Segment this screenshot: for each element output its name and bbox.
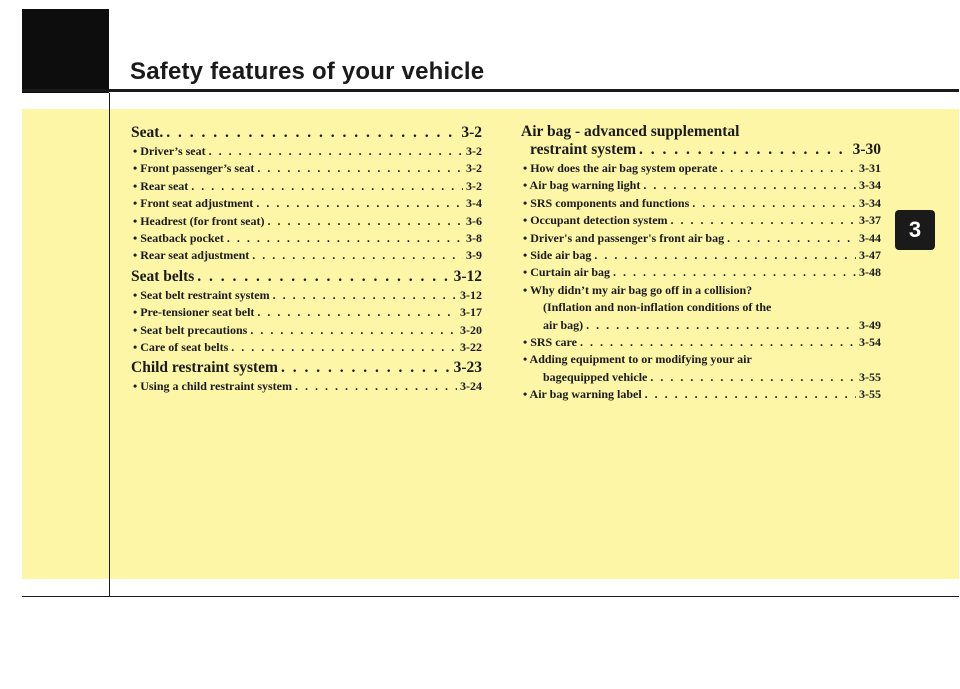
chapter-tab-block [22,9,109,93]
toc-entry-seat[interactable] [131,123,482,143]
toc-subentry[interactable] [521,264,881,281]
toc-entry-label: • Front passenger’s seat [133,161,255,176]
dot-leader [250,322,457,339]
page-title: Safety features of your vehicle [130,58,485,85]
toc-entry-page: 3-6 [466,213,482,228]
dot-leader [643,177,856,194]
toc-entry-page: 3-48 [859,265,881,280]
toc-entry-page: 3-55 [859,387,881,402]
dot-leader [281,358,451,378]
bottom-rule [22,596,959,597]
toc-right-column [521,123,881,403]
toc-subentry[interactable] [131,339,482,356]
toc-entry-page: 3-49 [859,317,881,332]
dot-leader [639,140,850,160]
title-rule [22,89,959,92]
dot-leader [650,369,856,386]
toc-entry-page: 3-17 [460,305,482,320]
toc-entry-label: • Seat belt restraint system [133,287,270,302]
toc-entry-label: Child restraint system [131,359,278,377]
dot-leader [586,317,856,334]
toc-entry-page: 3-44 [859,230,881,245]
toc-subentry[interactable] [521,160,881,177]
toc-entry-label: • Curtain air bag [523,265,610,280]
toc-subentry[interactable] [131,378,482,395]
toc-subentry[interactable] [131,322,482,339]
toc-entry-label: • Air bag warning light [523,178,641,193]
dot-leader [257,160,463,177]
dot-leader [720,160,856,177]
toc-seat-belt-items [131,287,482,357]
toc-subentry[interactable] [521,230,881,247]
toc-entry-page: 3-2 [466,161,482,176]
toc-entry-label: Seat. [131,124,164,141]
toc-entry-page: 3-31 [859,161,881,175]
toc-entry-label: bagequipped vehicle [543,369,648,384]
toc-entry-label: • Side air bag [523,247,592,262]
toc-subentry[interactable] [131,304,482,321]
toc-subentry-collision[interactable] [521,317,881,334]
margin-rule [109,93,110,596]
dot-leader [594,247,856,264]
toc-entry-page: 3-2 [461,124,482,141]
dot-leader [268,213,463,230]
toc-entry-label: • How does the air bag system operate [523,161,718,175]
toc-entry-page: 3-12 [453,267,482,285]
dot-leader [191,178,463,195]
toc-entry-label: • Rear seat adjustment [133,248,250,263]
toc-subentry[interactable] [131,287,482,304]
toc-entry-airbag-title[interactable]: Air bag - advanced supplemental [521,123,740,140]
toc-entry-child-restraint[interactable] [131,358,482,378]
toc-subentry-warning-label[interactable] [521,386,881,403]
chapter-number-badge[interactable]: 3 [895,210,935,250]
dot-leader [256,195,463,212]
toc-entry-page: 3-54 [859,334,881,349]
dot-leader [273,287,457,304]
toc-child-restraint-items [131,378,482,395]
toc-entry-label: • Care of seat belts [133,339,229,354]
toc-left-column [131,123,482,396]
dot-leader [295,378,457,395]
toc-entry-seat-belts[interactable] [131,267,482,287]
toc-subentry[interactable] [521,212,881,229]
toc-subentry[interactable] [521,247,881,264]
toc-subentry[interactable] [131,143,482,160]
dot-leader [166,123,458,143]
toc-subentry[interactable] [521,195,881,212]
toc-seat-items [131,143,482,265]
toc-subentry[interactable] [131,178,482,195]
toc-subentry-srs-care[interactable] [521,334,881,351]
toc-subentry[interactable] [131,247,482,264]
toc-subentry[interactable] [131,160,482,177]
toc-entry-label: • Headrest (for front seat) [133,213,265,228]
toc-subentry[interactable] [131,213,482,230]
toc-entry-airbag[interactable] [521,140,881,160]
toc-entry-page: 3-12 [460,287,482,302]
toc-entry-label: • SRS components and functions [523,195,690,210]
dot-leader [252,247,463,264]
toc-subentry-collision-line1[interactable]: • Why didn’t my air bag go off in a collision? [523,282,753,297]
dot-leader [257,304,457,321]
toc-entry-page: 3-30 [852,141,881,158]
toc-entry-page: 3-4 [466,196,482,211]
toc-entry-label: • Driver's and passenger's front air bag [523,230,725,245]
toc-entry-label: • Front seat adjustment [133,196,254,211]
toc-entry-label: • Driver’s seat [133,144,206,158]
dot-leader [727,230,856,247]
dot-leader [671,212,856,229]
toc-entry-page: 3-34 [859,195,881,210]
toc-entry-page: 3-2 [466,178,482,193]
toc-subentry[interactable] [521,177,881,194]
toc-entry-page: 3-55 [859,369,881,384]
toc-entry-label: • Seat belt precautions [133,322,248,337]
toc-entry-page: 3-24 [460,379,482,394]
toc-entry-label: • Rear seat [133,178,189,193]
toc-entry-label: restraint system [530,141,637,158]
toc-subentry[interactable] [131,230,482,247]
dot-leader [645,386,856,403]
toc-entry-page: 3-34 [859,178,881,193]
dot-leader [580,334,856,351]
toc-subentry-adding-line1[interactable]: • Adding equipment to or modifying your air [523,352,752,367]
toc-entry-page: 3-22 [460,339,482,354]
toc-entry-label: • SRS care [523,334,577,349]
toc-entry-label: • Pre-tensioner seat belt [133,305,255,320]
toc-entry-page: 3-8 [466,230,482,245]
toc-entry-label: • Seatback pocket [133,230,224,245]
toc-subentry[interactable] [131,195,482,212]
dot-leader [613,264,856,281]
toc-entry-label: • Using a child restraint system [133,379,292,394]
toc-airbag-items [521,160,881,282]
toc-entry-page: 3-23 [453,359,482,377]
dot-leader [231,339,457,356]
toc-subentry-collision-line2: (Inflation and non-inflation conditions of the [543,300,772,315]
toc-entry-page: 3-20 [460,322,482,337]
toc-entry-page: 3-37 [859,213,881,228]
dot-leader [692,195,856,212]
toc-entry-label: air bag) [543,317,584,332]
toc-entry-label: • Air bag warning label [523,387,642,402]
toc-entry-page: 3-9 [466,248,482,263]
toc-entry-page: 3-2 [466,144,482,158]
dot-leader [227,230,463,247]
dot-leader [209,143,463,160]
dot-leader [197,267,450,287]
toc-subentry-adding[interactable] [521,369,881,386]
toc-entry-page: 3-47 [859,247,881,262]
toc-entry-label: • Occupant detection system [523,213,668,228]
toc-entry-label: Seat belts [131,267,195,285]
